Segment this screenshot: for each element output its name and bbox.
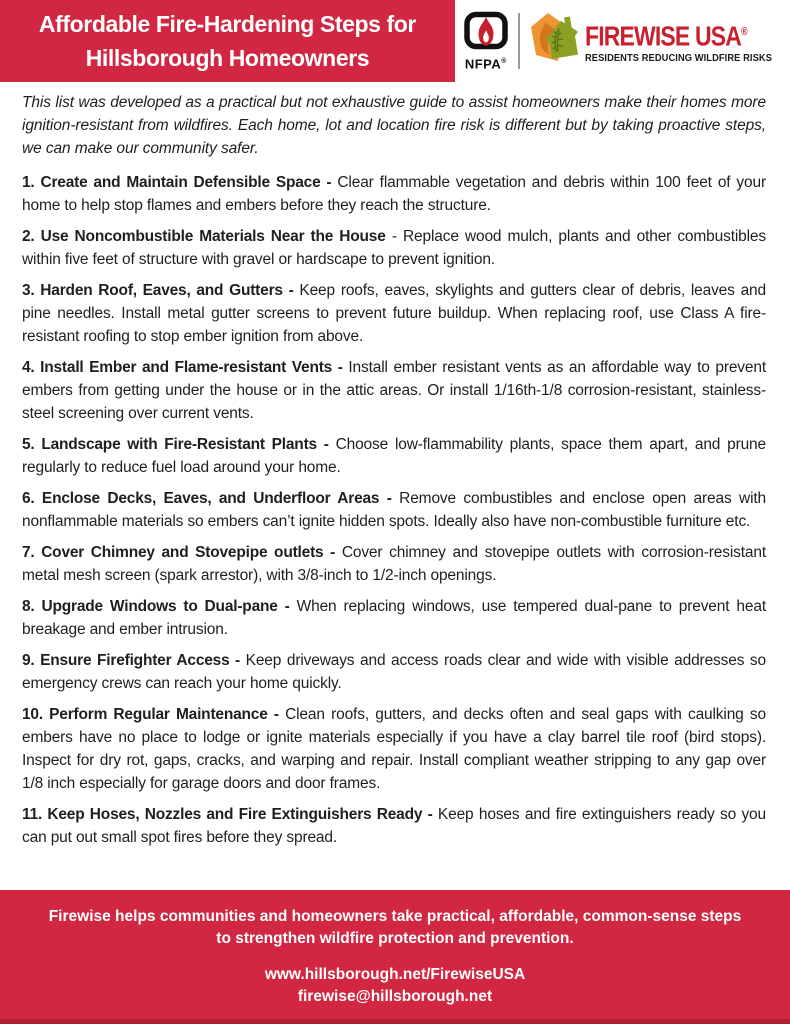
footer: [0, 890, 790, 1024]
page-title-line2: Hillsborough Homeowners: [85, 45, 370, 71]
step-3-title: 3. Harden Roof, Eaves, and Gutters -: [22, 282, 294, 299]
step-11-text: Keep hoses and fire extinguishers ready so you can put out small spot fires before they spread.: [22, 806, 766, 846]
step-10-text: Clean roofs, gutters, and decks often and seal gaps with caulking so embers have no place to lodge or ignite materials especially if you have a clay barrel tile roof (bird stops). Inspect for dry rot, gaps, cracks, and warping and repair. Install compliant weather stripping to any gap over 1/8 inch especially for garage doors and door frames.: [22, 706, 766, 792]
step-item-10: [22, 703, 766, 795]
firewise-tagline: RESIDENTS REDUCING WILDFIRE RISKS: [584, 53, 772, 65]
document-body: [0, 82, 790, 890]
step-8-text: When replacing windows, use tempered dual-pane to prevent heat breakage and ember intrusion.: [22, 598, 766, 638]
step-1-title: 1. Create and Maintain Defensible Space -: [22, 174, 332, 191]
footer-message: Firewise helps communities and homeowners take practical, affordable, common-sense steps to strengthen wildfire protection and prevention.: [48, 908, 742, 947]
step-5-title: 5. Landscape with Fire-Resistant Plants -: [22, 436, 329, 453]
step-item-6: [22, 487, 766, 533]
step-7-title: 7. Cover Chimney and Stovepipe outlets -: [22, 544, 336, 561]
nfpa-flame-icon: [463, 11, 509, 57]
step-9-title: 9. Ensure Firefighter Access -: [22, 652, 241, 669]
footer-bottom-edge: [0, 1019, 790, 1024]
title-banner: [0, 0, 455, 82]
step-item-4: [22, 356, 766, 425]
step-1-text: Clear flammable vegetation and debris within 100 feet of your home to help stop flames and embers before they reach the structure.: [22, 174, 766, 214]
footer-email-link[interactable]: firewise@hillsborough.net: [297, 988, 493, 1005]
step-item-8: [22, 595, 766, 641]
step-6-text: Remove combustibles and enclose open areas with nonflammable materials so embers can’t ignite hidden spots. Ideally also have non-combustible furniture etc.: [22, 490, 766, 530]
firewise-registered-mark: ®: [740, 25, 748, 38]
step-5-text: Choose low-flammability plants, space them apart, and prune regularly to reduce fuel load around your home.: [22, 436, 766, 476]
step-3-text: Keep roofs, eaves, skylights and gutters clear of debris, leaves and pine needles. Install metal gutter screens to prevent future buildup. When replacing roof, use Class A fire-resistant roofing to stop ember ignition from above.: [22, 282, 766, 345]
step-4-title: 4. Install Ember and Flame-resistant Vents -: [22, 359, 343, 376]
step-item-9: [22, 649, 766, 695]
footer-links: [265, 964, 525, 1008]
nfpa-logo: [463, 11, 509, 70]
nfpa-registered-mark: ®: [501, 58, 507, 66]
header: [0, 0, 790, 82]
firewise-wordmark: FIREWISE USA®: [584, 20, 748, 52]
firewise-house-leaf-icon: [529, 10, 581, 73]
step-2-title: 2. Use Noncombustible Materials Near the House: [22, 228, 386, 245]
step-11-title: 11. Keep Hoses, Nozzles and Fire Extinguishers Ready -: [22, 806, 433, 823]
logo-divider: [518, 13, 520, 69]
step-item-1: [22, 171, 766, 217]
firewise-wordmark-block: [585, 18, 786, 64]
page-title: [39, 7, 416, 75]
step-10-title: 10. Perform Regular Maintenance -: [22, 706, 279, 723]
step-4-text: Install ember resistant vents as an affordable way to prevent embers from getting under the house or in the attic areas. Or install 1/16th-1/8 corrosion-resistant, stainless-steel screening over current vents.: [22, 359, 766, 422]
step-item-2: [22, 225, 766, 271]
firewise-logo: [529, 10, 786, 73]
step-item-5: [22, 433, 766, 479]
step-8-title: 8. Upgrade Windows to Dual-pane -: [22, 598, 290, 615]
step-item-7: [22, 541, 766, 587]
page-title-line1: Affordable Fire-Hardening Steps for: [38, 11, 416, 37]
step-7-text: Cover chimney and stovepipe outlets with corrosion-resistant metal mesh screen (spark arrestor), with 3/8-inch to 1/2-inch openings.: [22, 544, 766, 584]
step-9-text: Keep driveways and access roads clear and wide with visible addresses so emergency crews can reach your home quickly.: [22, 652, 766, 692]
intro-paragraph: This list was developed as a practical but not exhaustive guide to assist homeowners make their homes more ignition-resistant from wildfires. Each home, lot and location fire risk is different but by taking proactive steps, we can make our community safer.: [22, 94, 766, 157]
logo-area: [455, 0, 790, 82]
step-6-title: 6. Enclose Decks, Eaves, and Underfloor Areas -: [22, 490, 392, 507]
footer-url-link[interactable]: www.hillsborough.net/FirewiseUSA: [264, 966, 526, 983]
step-item-3: [22, 279, 766, 348]
step-2-text: - Replace wood mulch, plants and other combustibles within five feet of structure with gravel or hardscape to prevent ignition.: [22, 228, 766, 268]
step-item-11: [22, 803, 766, 849]
nfpa-label: NFPA®: [464, 56, 507, 72]
